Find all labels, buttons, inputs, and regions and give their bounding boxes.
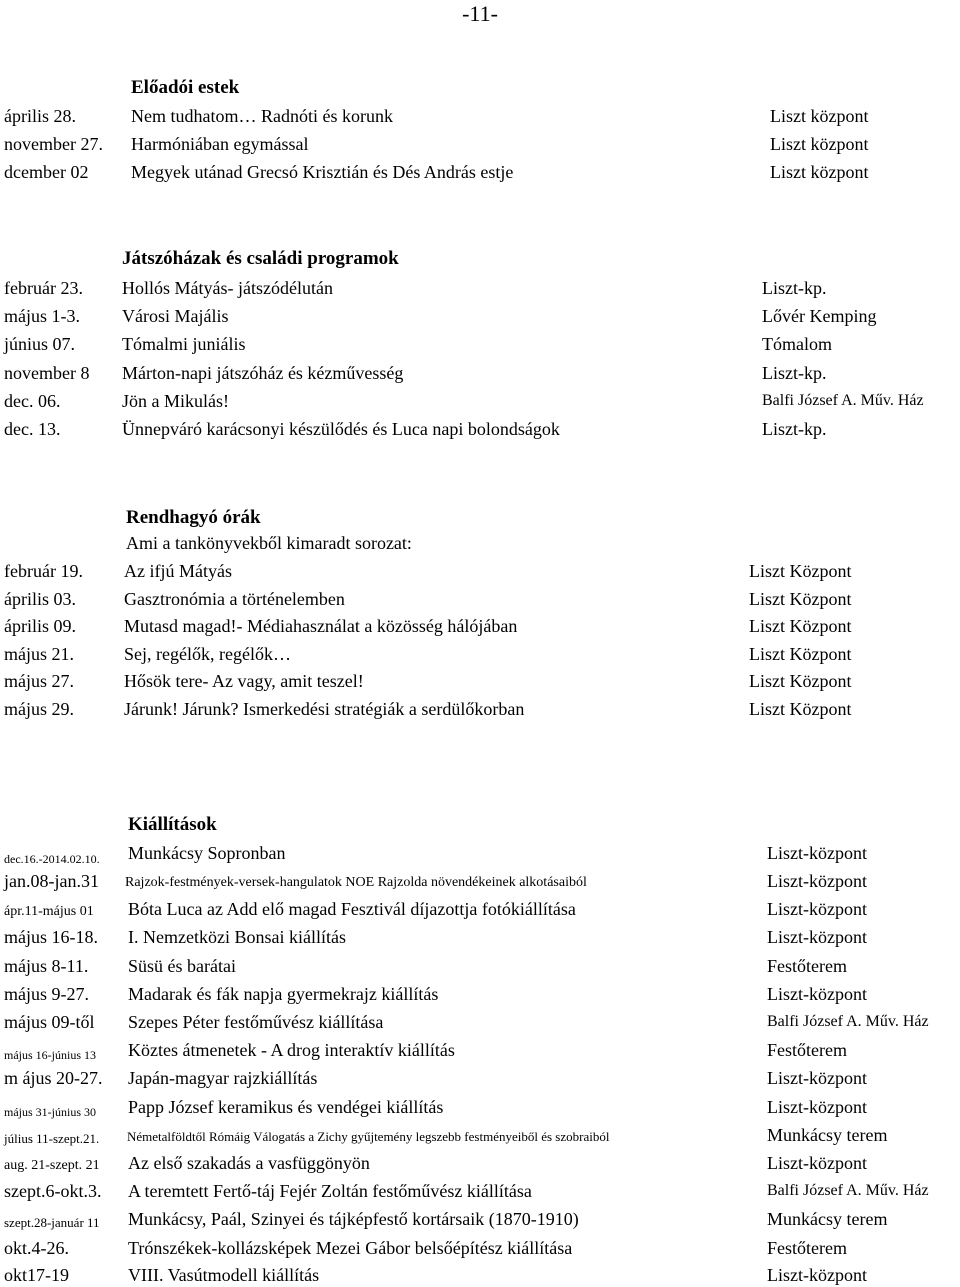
event-title: Megyek utánad Grecsó Krisztián és Dés András estje (131, 162, 514, 182)
list-item (0, 1151, 960, 1175)
event-venue: Liszt Központ (749, 699, 852, 719)
event-venue: Liszt-központ (767, 871, 867, 891)
event-date: szept.6-okt.3. (4, 1181, 102, 1201)
event-title: Szepes Péter festőművész kiállítása (128, 1012, 384, 1032)
event-date: május 27. (4, 671, 74, 691)
event-venue: Festőterem (767, 956, 847, 976)
event-date: dec. 06. (4, 391, 61, 411)
section-subtitle: Ami a tankönyvekből kimaradt sorozat: (126, 533, 412, 553)
event-venue: Liszt-kp. (762, 419, 827, 439)
event-title: Ünnepváró karácsonyi készülődés és Luca napi bolondságok (122, 419, 560, 439)
event-date: május 1-3. (4, 306, 80, 326)
event-date: szept.28-január 11 (4, 1215, 100, 1230)
event-date: okt.4-26. (4, 1238, 69, 1258)
event-title: Városi Majális (122, 306, 229, 326)
list-item (0, 132, 960, 156)
event-venue: Liszt-kp. (762, 278, 827, 298)
list-item (0, 954, 960, 978)
event-venue: Lővér Kemping (762, 306, 877, 326)
event-date: április 03. (4, 589, 76, 609)
event-venue: Liszt-központ (767, 1068, 867, 1088)
event-date: május 16-18. (4, 927, 98, 947)
event-venue: Liszt központ (770, 106, 869, 126)
list-item (0, 559, 960, 583)
section-title: Előadói estek (131, 77, 240, 98)
event-venue: Liszt-központ (767, 899, 867, 919)
event-title: Jön a Mikulás! (122, 391, 229, 411)
event-venue: Liszt-központ (767, 1097, 867, 1117)
list-item (0, 160, 960, 184)
event-venue: Liszt központ (770, 162, 869, 182)
list-item (0, 1038, 960, 1062)
event-title: Németalföldtől Rómáig Válogatás a Zichy gyűjtemény legszebb festményeiből és szobraiból (127, 1129, 610, 1144)
event-title: Madarak és fák napja gyermekrajz kiállítás (128, 984, 439, 1004)
page-number: -11- (462, 1, 498, 26)
list-item (0, 389, 960, 413)
event-venue: Munkácsy terem (767, 1125, 888, 1145)
event-date: június 07. (4, 334, 76, 354)
event-date: november 27. (4, 134, 103, 154)
list-item (0, 1095, 960, 1119)
section-title: Játszóházak és családi programok (122, 248, 399, 269)
event-date: április 28. (4, 106, 76, 126)
section-title: Rendhagyó órák (126, 507, 261, 528)
event-date: dec.16.-2014.02.10. (4, 852, 100, 866)
event-title: Trónszékek-kollázsképek Mezei Gábor belsőépítész kiállítása (128, 1238, 573, 1258)
list-item (0, 614, 960, 638)
event-date: május 21. (4, 644, 74, 664)
event-title: Papp József keramikus és vendégei kiállítás (128, 1097, 444, 1117)
list-item (0, 587, 960, 611)
event-venue: Balfi József A. Műv. Ház (767, 1013, 929, 1030)
list-item (0, 869, 960, 893)
event-venue: Liszt-központ (767, 1153, 867, 1173)
event-venue: Balfi József A. Műv. Ház (762, 392, 924, 409)
event-date: jan.08-jan.31 (4, 871, 99, 891)
list-item (0, 332, 960, 356)
event-venue: Liszt Központ (749, 644, 852, 664)
event-date: július 11-szept.21. (4, 1131, 100, 1146)
event-date: május 09-től (4, 1012, 95, 1032)
event-venue: Festőterem (767, 1238, 847, 1258)
event-date: május 31-június 30 (4, 1105, 96, 1119)
section-title: Kiállítások (128, 814, 217, 835)
list-item (0, 897, 960, 921)
event-date: okt17-19 (4, 1265, 69, 1285)
list-item (0, 1179, 960, 1203)
event-date: november 8 (4, 363, 90, 383)
event-date: május 16-június 13 (4, 1048, 96, 1062)
event-title: Harmóniában egymással (131, 134, 309, 154)
event-title: Járunk! Járunk? Ismerkedési stratégiák a serdülőkorban (124, 699, 525, 719)
event-venue: Liszt-központ (767, 927, 867, 947)
event-venue: Balfi József A. Műv. Ház (767, 1182, 929, 1199)
event-venue: Liszt Központ (749, 616, 852, 636)
event-title: Nem tudhatom… Radnóti és korunk (131, 106, 393, 126)
event-venue: Festőterem (767, 1040, 847, 1060)
list-item (0, 1207, 960, 1231)
event-venue: Liszt Központ (749, 561, 852, 581)
list-item (0, 1236, 960, 1260)
event-venue: Liszt-központ (767, 1265, 867, 1285)
list-item (0, 841, 960, 865)
event-title: Az első szakadás a vasfüggönyön (128, 1153, 370, 1173)
event-title: I. Nemzetközi Bonsai kiállítás (128, 927, 346, 947)
event-title: Tómalmi juniális (122, 334, 246, 354)
event-title: A teremtett Fertő-táj Fejér Zoltán festőművész kiállítása (128, 1181, 532, 1201)
event-date: aug. 21-szept. 21 (4, 1158, 100, 1173)
event-date: május 8-11. (4, 956, 89, 976)
list-item (0, 1263, 960, 1287)
event-date: február 19. (4, 561, 83, 581)
event-title: Bóta Luca az Add elő magad Fesztivál díjazottja fotókiállítása (128, 899, 576, 919)
event-venue: Munkácsy terem (767, 1209, 888, 1229)
event-title: Süsü és barátai (128, 956, 236, 976)
list-item (0, 982, 960, 1006)
list-item (0, 1123, 960, 1147)
list-item (0, 642, 960, 666)
event-title: Márton-napi játszóház és kézművesség (122, 363, 404, 383)
list-item (0, 697, 960, 721)
list-item (0, 1066, 960, 1090)
list-item (0, 361, 960, 385)
list-item (0, 304, 960, 328)
event-title: Gasztronómia a történelemben (124, 589, 345, 609)
event-date: május 9-27. (4, 984, 89, 1004)
event-date: m ájus 20-27. (4, 1068, 103, 1088)
event-title: Az ifjú Mátyás (124, 561, 232, 581)
event-date: február 23. (4, 278, 83, 298)
event-date: április 09. (4, 616, 76, 636)
list-item (0, 417, 960, 441)
event-venue: Liszt-központ (767, 843, 867, 863)
list-item (0, 925, 960, 949)
event-venue: Liszt Központ (749, 589, 852, 609)
event-title: Köztes átmenetek - A drog interaktív kiállítás (128, 1040, 455, 1060)
event-title: Sej, regélők, regélők… (124, 644, 291, 664)
event-title: Munkácsy, Paál, Szinyei és tájképfestő kortársaik (1870-1910) (128, 1209, 579, 1229)
event-title: Mutasd magad!- Médiahasználat a közösség hálójában (124, 616, 518, 636)
event-title: VIII. Vasútmodell kiállítás (128, 1265, 320, 1285)
event-title: Munkácsy Sopronban (128, 843, 286, 863)
list-item (0, 276, 960, 300)
list-item (0, 1010, 960, 1034)
event-title: Rajzok-festmények-versek-hangulatok NOE Rajzolda növendékeinek alkotásaiból (125, 875, 587, 890)
event-venue: Liszt Központ (749, 671, 852, 691)
event-venue: Liszt-kp. (762, 363, 827, 383)
event-date: dcember 02 (4, 162, 89, 182)
event-date: dec. 13. (4, 419, 61, 439)
list-item (0, 669, 960, 693)
event-venue: Tómalom (762, 334, 832, 354)
event-venue: Liszt központ (770, 134, 869, 154)
event-date: ápr.11-május 01 (4, 904, 94, 919)
event-title: Hősök tere- Az vagy, amit teszel! (124, 671, 364, 691)
list-item (0, 104, 960, 128)
event-title: Japán-magyar rajzkiállítás (128, 1068, 318, 1088)
event-venue: Liszt-központ (767, 984, 867, 1004)
event-title: Hollós Mátyás- játszódélután (122, 278, 333, 298)
event-date: május 29. (4, 699, 74, 719)
